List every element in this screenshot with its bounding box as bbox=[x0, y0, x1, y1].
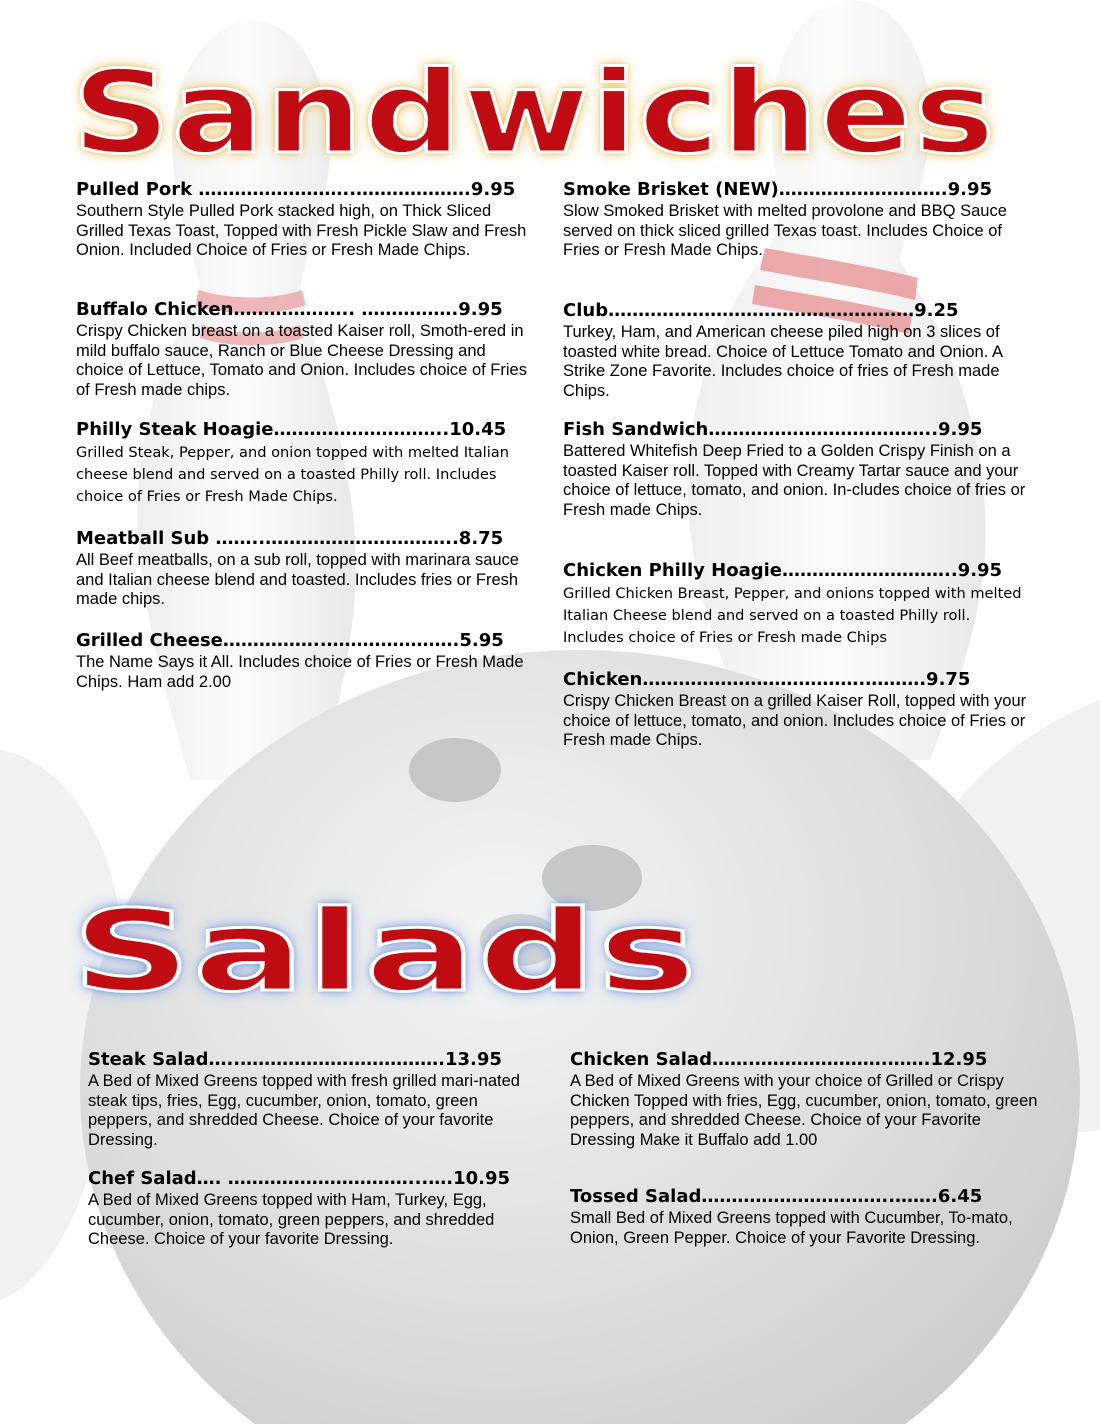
menu-item-description: A Bed of Mixed Greens topped with fresh grilled mari-nated steak tips, fries, Egg, cucumber, onion, tomato, green peppers, and shredded Cheese. Choice of your favorite Dressing. bbox=[88, 1072, 520, 1149]
menu-item-description: Small Bed of Mixed Greens topped with Cucumber, To-mato, Onion, Green Pepper. Choice of your Favorite Dressing. bbox=[570, 1209, 1013, 1247]
menu-item-title: Club……………………………………………9.25 bbox=[563, 300, 959, 321]
menu-item-chicken bbox=[563, 668, 1033, 751]
menu-item-chef-salad bbox=[88, 1167, 538, 1250]
menu-item-philly-steak-hoagie bbox=[76, 418, 536, 508]
menu-item-chicken-philly-hoagie bbox=[563, 559, 1033, 649]
menu-item-description: The Name Says it All. Includes choice of Fries or Fresh Made Chips. Ham add 2.00 bbox=[76, 653, 524, 691]
menu-item-title: Chicken Salad…….………………….…….12.95 bbox=[570, 1049, 988, 1070]
menu-item-tossed-salad bbox=[570, 1185, 1040, 1248]
menu-item-description: Battered Whitefish Deep Fried to a Golden Crispy Finish on a toasted Kaiser roll. Topped with Creamy Tartar sauce and your choice of lettuce, tomato, and onion. In-cludes choice of fries or Fresh made Chips. bbox=[563, 442, 1026, 519]
menu-item-smoke-brisket bbox=[563, 178, 1033, 261]
salads-heading: Salads bbox=[72, 887, 699, 1017]
menu-item-title: Meatball Sub ……..…………………………..8.75 bbox=[76, 528, 504, 549]
menu-item-chicken-salad bbox=[570, 1048, 1040, 1150]
menu-item-meatball-sub bbox=[76, 527, 536, 610]
menu-item-grilled-cheese bbox=[76, 629, 536, 692]
menu-item-description: Turkey, Ham, and American cheese piled high on 3 slices of toasted white bread. Choice of Lettuce Tomato and Onion. A Strike Zone Favorite. Includes choice of fries of Fresh made Chips. bbox=[563, 323, 1003, 400]
menu-item-description: Grilled Steak, Pepper, and onion topped with melted Italian cheese blend and served on a toasted Philly roll. Includes choice of Fries or Fresh Made Chips. bbox=[76, 444, 509, 505]
menu-item-title: Buffalo Chicken……………….. …………….9.95 bbox=[76, 299, 503, 320]
menu-item-description: Grilled Chicken Breast, Pepper, and onions topped with melted Italian Cheese blend and served on a toasted Philly roll. Includes choice of Fries or Fresh made Chips bbox=[563, 585, 1022, 646]
menu-item-club bbox=[563, 299, 1033, 401]
menu-item-description: Crispy Chicken Breast on a grilled Kaiser Roll, topped with your choice of lettuce, tomato, and onion. Includes choice of Fries or Fresh made Chips. bbox=[563, 692, 1027, 750]
menu-item-description: A Bed of Mixed Greens topped with Ham, Turkey, Egg, cucumber, onion, tomato, green peppers, and shredded Cheese. Choice of your favorite Dressing. bbox=[88, 1191, 495, 1249]
menu-item-description: Slow Smoked Brisket with melted provolone and BBQ Sauce served on thick sliced grilled Texas toast. Includes Choice of Fries or Fresh Made Chips. bbox=[563, 202, 1007, 260]
menu-item-description: A Bed of Mixed Greens with your choice of Grilled or Crispy Chicken Topped with fries, Egg, cucumber, onion, tomato, green peppers, and shredded Cheese. Choice of your Favorite Dressing Make it Buffalo add 1.00 bbox=[570, 1072, 1038, 1149]
menu-item-title: Chicken……………………………….……….9.75 bbox=[563, 669, 971, 690]
menu-item-description: Crispy Chicken breast on a toasted Kaiser roll, Smoth-ered in mild buffalo sauce, Ranch or Blue Cheese Dressing and choice of Lettuce, Tomato and Onion. Includes choice of Fries of Fresh made chips. bbox=[76, 322, 527, 399]
menu-item-title: Philly Steak Hoagie………………………..10.45 bbox=[76, 419, 507, 440]
menu-item-title: Chicken Philly Hoagie………………………..9.95 bbox=[563, 560, 1003, 581]
menu-item-title: Grilled Cheese……………..………………….5.95 bbox=[76, 630, 504, 651]
menu-item-title: Tossed Salad…………………………..…….6.45 bbox=[570, 1186, 983, 1207]
menu-item-description: All Beef meatballs, on a sub roll, topped with marinara sauce and Italian cheese blend and toasted. Includes fries or Fresh made chips. bbox=[76, 551, 519, 609]
menu-item-steak-salad bbox=[88, 1048, 538, 1150]
menu-item-title: Smoke Brisket (NEW)……………………….9.95 bbox=[563, 179, 993, 200]
menu-item-pulled-pork bbox=[76, 178, 536, 261]
menu-item-title: Steak Salad…..…………………………….13.95 bbox=[88, 1049, 502, 1070]
menu-item-title: Fish Sandwich………………………………..9.95 bbox=[563, 419, 983, 440]
menu-item-buffalo-chicken bbox=[76, 298, 536, 400]
menu-item-title: Chef Salad…. …………………………...….10.95 bbox=[88, 1168, 511, 1189]
sandwiches-heading: Sandwiches bbox=[72, 46, 997, 179]
menu-item-description: Southern Style Pulled Pork stacked high, on Thick Sliced Grilled Texas Toast, Topped with Fresh Pickle Slaw and Fresh Onion. Included Choice of Fries or Fresh Made Chips. bbox=[76, 202, 527, 260]
menu-item-title: Pulled Pork ……………………..……………….9.95 bbox=[76, 179, 516, 200]
menu-item-fish-sandwich bbox=[563, 418, 1033, 520]
